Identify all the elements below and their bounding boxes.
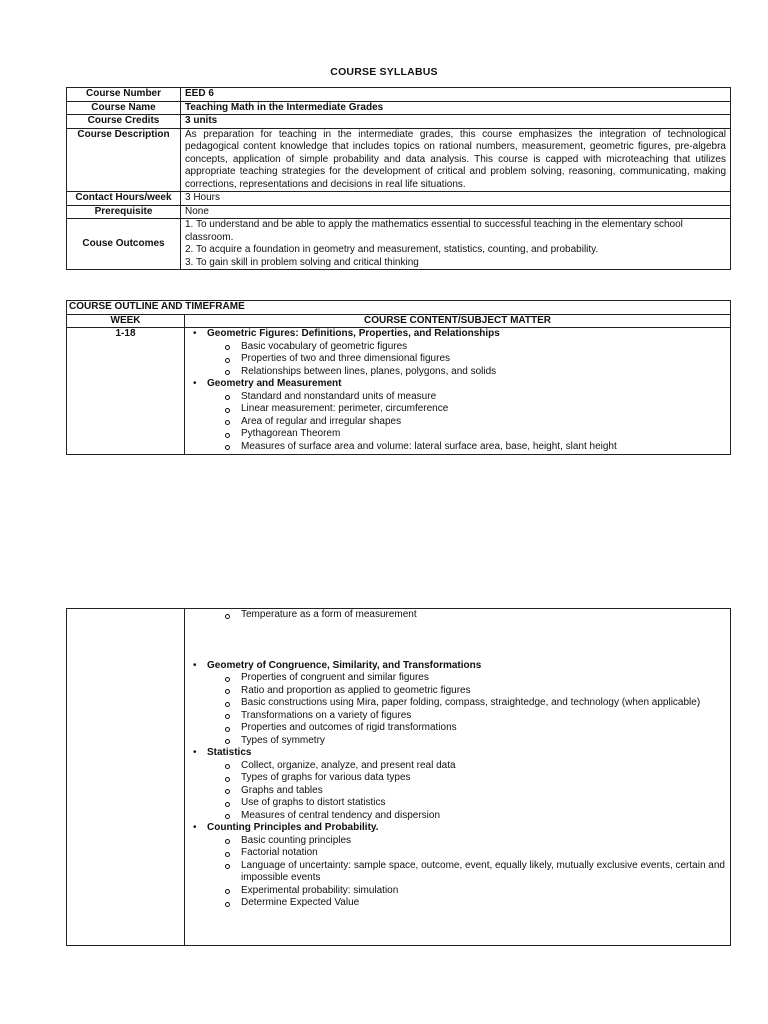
- subtopic-list: [207, 672, 726, 747]
- outcome-item: 2. To acquire a foundation in geometry and measurement, statistics, counting, and probability.: [185, 244, 599, 255]
- prerequisite-label: Prerequisite: [67, 205, 181, 219]
- subtopic-item: Standard and nonstandard units of measure: [241, 391, 726, 404]
- topic-title: Geometry of Congruence, Similarity, and Transformations: [207, 659, 482, 671]
- topic-title: Statistics: [207, 747, 252, 758]
- subtopic-item: Basic vocabulary of geometric figures: [241, 341, 726, 354]
- outline-week-row: [67, 328, 731, 455]
- course-description-value: As preparation for teaching in the intermediate grades, this course emphasizes the integration of technological pedagogical content knowledge that includes topics on rational numbers, measurement, geometric figures, pre-algebra concepts, application of simple probability and data analysis. This course is capped with microteaching that utilizes appropriate teaching strategies for the development of critical and problem solving, reasoning, communicating, making corrections, representations and decisions in real life situations.: [181, 128, 731, 192]
- page-title: COURSE SYLLABUS: [330, 66, 438, 78]
- subtopic-item: Experimental probability: simulation: [241, 885, 726, 898]
- course-outline-table: [66, 300, 731, 455]
- prerequisite-row: [67, 205, 731, 219]
- subtopic-item: Measures of surface area and volume: lateral surface area, base, height, slant height: [241, 441, 726, 454]
- subtopic-item: Types of symmetry: [241, 735, 726, 748]
- topic-title: Geometry and Measurement: [207, 378, 342, 389]
- topic-list: [189, 328, 726, 453]
- continued-row: [67, 609, 731, 946]
- topic-item: [207, 660, 726, 748]
- subtopic-item: Language of uncertainty: sample space, outcome, event, equally likely, mutually exclusive events, certain and impossible events: [241, 859, 725, 883]
- outcomes-row: [67, 219, 731, 270]
- subtopic-item: Properties of congruent and similar figures: [241, 672, 726, 685]
- outcome-item: 3. To gain skill in problem solving and critical thinking: [185, 256, 419, 268]
- continued-content-cell: [185, 609, 731, 946]
- subtopic-item: Graphs and tables: [241, 785, 726, 798]
- topic-item: [207, 747, 726, 822]
- contact-hours-label: Contact Hours/week: [67, 192, 181, 206]
- subtopic-item: Factorial notation: [241, 847, 726, 860]
- topic-item: [207, 328, 726, 378]
- course-number-label: Course Number: [67, 88, 181, 102]
- outcomes-value: [181, 219, 731, 270]
- course-info-table: [66, 87, 731, 270]
- course-number-row: [67, 88, 731, 102]
- outline-content-cell: [185, 328, 731, 455]
- course-number-value: EED 6: [181, 88, 731, 102]
- subtopic-item: Use of graphs to distort statistics: [241, 797, 726, 810]
- week-column-header: WEEK: [67, 314, 185, 328]
- course-credits-value: 3 units: [181, 115, 731, 129]
- subtopic-item: Types of graphs for various data types: [241, 772, 726, 785]
- subtopic-item: Area of regular and irregular shapes: [241, 416, 726, 429]
- topic-item: [207, 822, 726, 910]
- continued-week-cell: [67, 609, 185, 946]
- topic-title: Counting Principles and Probability.: [207, 822, 379, 833]
- subtopic-item: Determine Expected Value: [241, 897, 726, 910]
- course-name-value: Teaching Math in the Intermediate Grades: [181, 101, 731, 115]
- content-column-header: COURSE CONTENT/SUBJECT MATTER: [185, 314, 731, 328]
- course-description-label: Course Description: [67, 128, 181, 192]
- course-name-row: [67, 101, 731, 115]
- subtopic-item: Basic constructions using Mira, paper folding, compass, straightedge, and technology (when applicable): [241, 697, 726, 710]
- subtopic-item: Transformations on a variety of figures: [241, 710, 726, 723]
- topic-title: Geometric Figures: Definitions, Properties, and Relationships: [207, 328, 500, 339]
- outline-column-header-row: [67, 314, 731, 328]
- subtopic-item: Properties of two and three dimensional figures: [241, 353, 726, 366]
- subtopic-item: Relationships between lines, planes, polygons, and solids: [241, 366, 726, 379]
- topic-item: [207, 378, 726, 453]
- subtopic-item: Ratio and proportion as applied to geometric figures: [241, 685, 726, 698]
- course-credits-row: [67, 115, 731, 129]
- outcome-item: 1. To understand and be able to apply the mathematics essential to successful teaching in the elementary school classroom.: [185, 219, 683, 243]
- outline-heading: COURSE OUTLINE AND TIMEFRAME: [67, 301, 731, 315]
- outcomes-label: Couse Outcomes: [67, 219, 181, 270]
- contact-hours-value: 3 Hours: [181, 192, 731, 206]
- contact-hours-row: [67, 192, 731, 206]
- course-description-row: [67, 128, 731, 192]
- subtopic-item: Properties and outcomes of rigid transformations: [241, 722, 726, 735]
- subtopic-item: Basic counting principles: [241, 835, 726, 848]
- subtopic-list: [207, 835, 726, 910]
- subtopic-item: Collect, organize, analyze, and present real data: [241, 760, 726, 773]
- week-range: 1-18: [67, 328, 185, 455]
- course-credits-label: Course Credits: [67, 115, 181, 129]
- outline-heading-row: [67, 301, 731, 315]
- subtopic-item: Linear measurement: perimeter, circumference: [241, 403, 726, 416]
- spacer: [189, 622, 726, 660]
- subtopic-list: [207, 391, 726, 454]
- course-outline-continued-table: [66, 608, 731, 946]
- subtopic-item: Temperature as a form of measurement: [241, 609, 726, 622]
- subtopic-item: Pythagorean Theorem: [241, 428, 726, 441]
- course-name-label: Course Name: [67, 101, 181, 115]
- subtopic-item: Measures of central tendency and dispersion: [241, 810, 726, 823]
- subtopic-list: [207, 341, 726, 379]
- prerequisite-value: None: [181, 205, 731, 219]
- topic-list: [189, 660, 726, 910]
- subtopic-list: [189, 609, 726, 622]
- subtopic-list: [207, 760, 726, 823]
